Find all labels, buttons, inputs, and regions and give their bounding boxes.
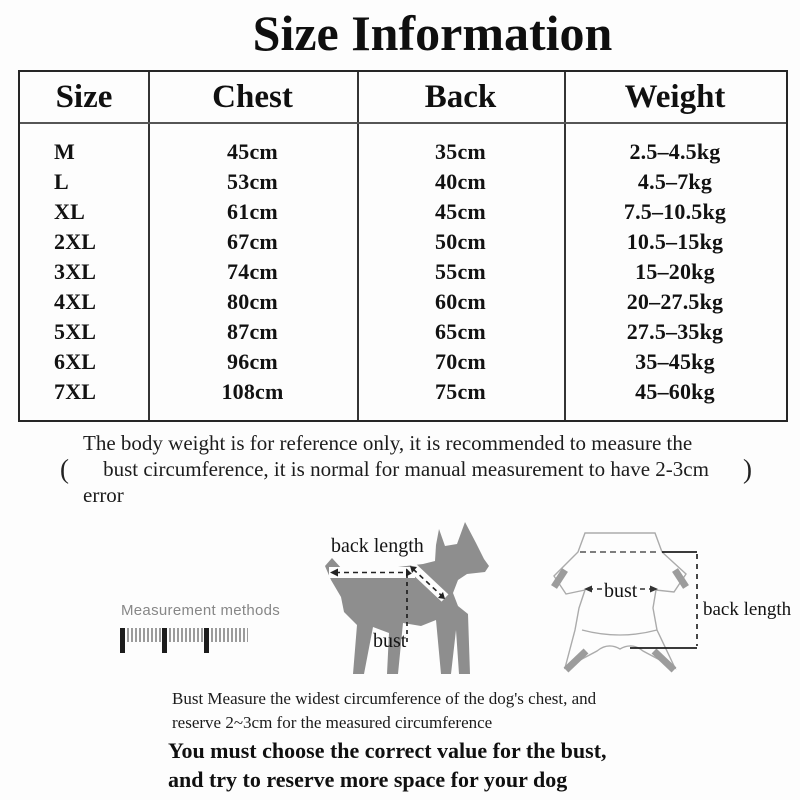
dog-back-length-label: back length [331,535,424,557]
bust-note-line: reserve 2~3cm for the measured circumference [172,713,493,732]
measurement-methods-label: Measurement methods [121,602,281,619]
col-header-chest: Chest [212,78,293,115]
dog-bust-label: bust [373,630,407,652]
ruler-mark [204,628,209,653]
table-cell: 3XL [54,259,97,284]
table-cell: 60cm [435,289,486,314]
table-row [20,197,786,227]
note-line: The body weight is for reference only, it is recommended to measure the [83,431,693,455]
open-paren: ( [60,454,69,484]
footer-line: and try to reserve more space for your dog [168,767,568,792]
ruler-ticks [169,628,203,642]
table-cell: 7.5–10.5kg [623,199,727,224]
table-cell: 6XL [54,349,97,374]
bust-measure-note [172,687,672,735]
table-header-row [20,72,786,122]
table-cell: 45cm [435,199,486,224]
table-cell: 35–45kg [635,349,715,374]
table-row [20,287,786,317]
table-cell: 65cm [435,319,486,344]
table-row [20,347,786,377]
table-cell: 7XL [54,379,97,404]
table-cell: 70cm [435,349,486,374]
table-cell: 53cm [227,169,278,194]
table-cell: 96cm [227,349,278,374]
table-cell: 67cm [227,229,278,254]
table-cell: 50cm [435,229,486,254]
table-row [20,257,786,287]
ruler-ticks [127,628,161,642]
table-row [20,377,786,407]
table-cell: 108cm [221,379,284,404]
table-cell: 35cm [435,139,486,164]
note-line: error [83,483,124,507]
footer-warning [168,736,728,794]
ruler-mark [120,628,125,653]
note-line-text: bust circumference, it is normal for manual measurement to have 2-3cm [103,457,709,481]
col-header-back: Back [424,78,497,115]
table-cell: 2XL [54,229,97,254]
table-cell: 40cm [435,169,486,194]
table-cell: 61cm [227,199,278,224]
table-row [20,167,786,197]
table-row [20,227,786,257]
table-cell: 45–60kg [635,379,715,404]
col-header-weight: Weight [624,78,726,115]
table-cell: 55cm [435,259,486,284]
table-row [20,317,786,347]
close-paren: ) [743,454,752,484]
table-cell: M [54,139,75,164]
ruler-icon [120,628,249,653]
dog-measurement-diagram [323,516,498,688]
size-table-body [20,124,786,420]
garment-back-length-label: back length [703,599,792,620]
page-title: Size Information [252,5,613,61]
ruler-ticks [211,628,248,642]
note-line [60,456,752,482]
bust-note-line: Bust Measure the widest circumference of the dog's chest, and [172,689,597,708]
size-table [18,70,788,422]
table-cell: 15–20kg [635,259,715,284]
ruler-mark [162,628,167,653]
table-cell: 27.5–35kg [626,319,724,344]
reference-note [60,430,752,508]
table-cell: 74cm [227,259,278,284]
table-cell: 87cm [227,319,278,344]
table-cell: L [54,169,69,194]
table-row [20,137,786,167]
garment-bust-label: bust [604,580,638,602]
table-cell: XL [54,199,85,224]
table-cell: 10.5–15kg [626,229,724,254]
table-cell: 4.5–7kg [637,169,713,194]
table-cell: 5XL [54,319,97,344]
col-header-size: Size [55,78,113,115]
table-cell: 4XL [54,289,97,314]
table-cell: 45cm [227,139,278,164]
table-cell: 20–27.5kg [626,289,724,314]
garment-measurement-diagram [540,518,796,690]
table-cell: 80cm [227,289,278,314]
table-cell: 2.5–4.5kg [629,139,721,164]
footer-line: You must choose the correct value for the bust, [168,738,607,763]
table-cell: 75cm [435,379,486,404]
